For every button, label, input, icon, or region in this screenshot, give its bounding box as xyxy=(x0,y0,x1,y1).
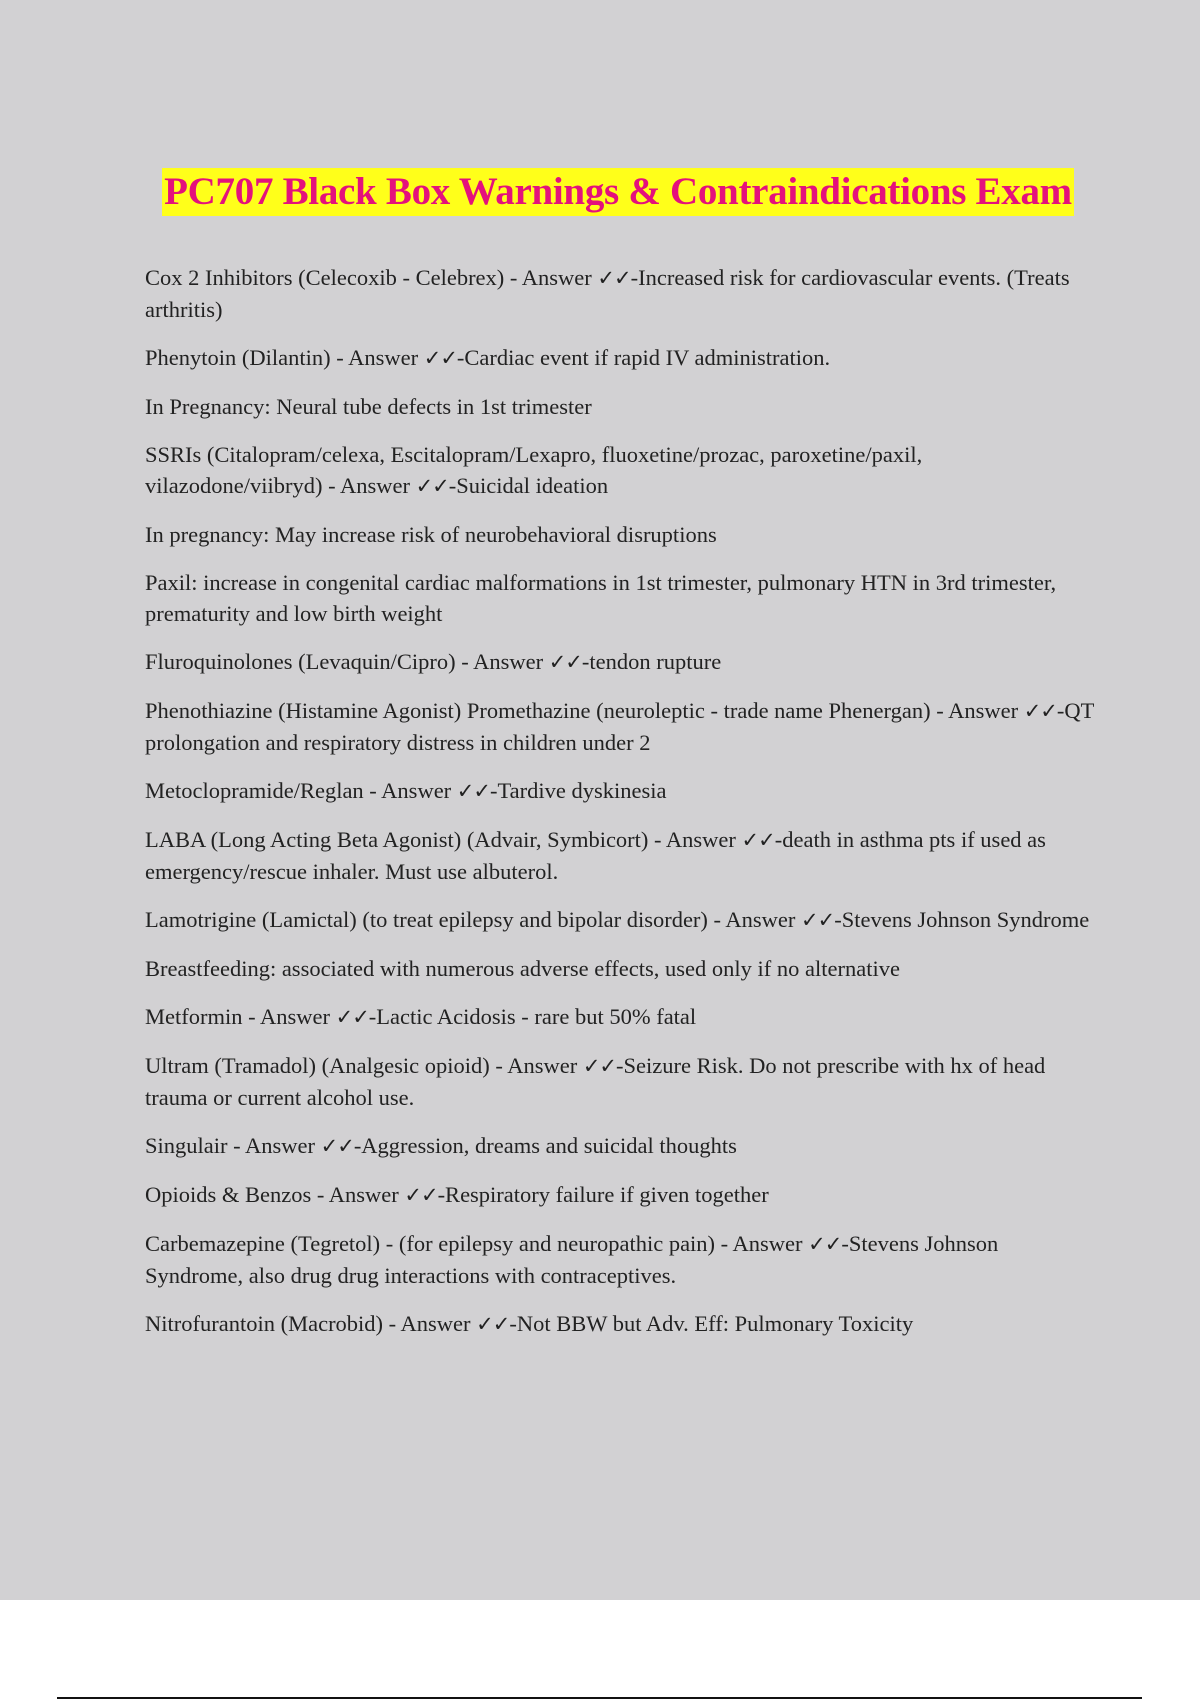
entry-list xyxy=(145,262,1095,1357)
entry-question: LABA (Long Acting Beta Agonist) (Advair, Symbicort) - Answer xyxy=(145,827,742,852)
entry-answer: -Increased risk for cardiovascular events. (Treats arthritis) xyxy=(145,265,1070,322)
entry-question: SSRIs (Citalopram/celexa, Escitalopram/Lexapro, fluoxetine/prozac, paroxetine/paxil, vilazodone/viibryd) - Answer xyxy=(145,442,923,498)
list-item xyxy=(145,439,1095,502)
list-item: Paxil: increase in congenital cardiac malformations in 1st trimester, pulmonary HTN in 3rd trimester, prematurity and low birth weight xyxy=(145,570,1057,626)
list-item xyxy=(145,695,1095,758)
entry-question: Singulair - Answer xyxy=(145,1133,321,1158)
entry-question: Cox 2 Inhibitors (Celecoxib - Celebrex) - Answer xyxy=(145,265,598,290)
entry-question: Phenothiazine (Histamine Agonist) Promethazine (neuroleptic - trade name Phenergan) - Answer xyxy=(145,698,1024,723)
list-item xyxy=(145,904,1095,936)
entry-answer: -Stevens Johnson Syndrome xyxy=(834,907,1090,932)
page-title: PC707 Black Box Warnings & Contraindications Exam xyxy=(162,168,1074,216)
entry-question: Lamotrigine (Lamictal) (to treat epilepsy and bipolar disorder) - Answer xyxy=(145,907,802,932)
double-check-icon: ✓✓ xyxy=(808,1232,842,1256)
entry-answer: -QT prolongation and respiratory distress in children under 2 xyxy=(145,698,1094,755)
entry-answer: -Not BBW but Adv. Eff: Pulmonary Toxicity xyxy=(509,1311,914,1336)
entry-question: Opioids & Benzos - Answer xyxy=(145,1182,405,1207)
double-check-icon: ✓✓ xyxy=(582,1054,617,1078)
list-item: In Pregnancy: Neural tube defects in 1st trimester xyxy=(145,394,592,419)
double-check-icon: ✓✓ xyxy=(548,650,582,674)
list-item xyxy=(145,342,1095,374)
double-check-icon: ✓✓ xyxy=(597,266,631,290)
double-check-icon: ✓✓ xyxy=(415,474,449,498)
double-check-icon: ✓✓ xyxy=(320,1134,354,1158)
list-item xyxy=(145,646,1095,678)
entry-question: Phenytoin (Dilantin) - Answer xyxy=(145,345,424,370)
list-item xyxy=(145,1228,1095,1291)
double-check-icon: ✓✓ xyxy=(404,1183,438,1207)
entry-answer: -Respiratory failure if given together xyxy=(437,1182,769,1207)
list-item xyxy=(145,1050,1095,1113)
entry-question: Metoclopramide/Reglan - Answer xyxy=(145,778,457,803)
entry-answer: -Seizure Risk. Do not prescribe with hx of head trauma or current alcohol use. xyxy=(145,1053,1046,1110)
entry-answer: -tendon rupture xyxy=(581,649,722,674)
entry-answer: -Lactic Acidosis - rare but 50% fatal xyxy=(368,1004,697,1029)
list-item xyxy=(145,1001,1095,1033)
double-check-icon: ✓✓ xyxy=(335,1005,369,1029)
double-check-icon: ✓✓ xyxy=(476,1312,510,1336)
list-item: In pregnancy: May increase risk of neurobehavioral disruptions xyxy=(145,522,717,547)
list-item xyxy=(145,262,1095,325)
entry-question: Fluroquinolones (Levaquin/Cipro) - Answer xyxy=(145,649,549,674)
list-item xyxy=(145,824,1095,887)
entry-question: Carbemazepine (Tegretol) - (for epilepsy and neuropathic pain) - Answer xyxy=(145,1231,809,1256)
entry-question: Metformin - Answer xyxy=(145,1004,336,1029)
list-item: Breastfeeding: associated with numerous adverse effects, used only if no alternative xyxy=(145,956,900,981)
title-wrapper xyxy=(0,168,1200,216)
entry-answer: -Stevens Johnson Syndrome, also drug drug interactions with contraceptives. xyxy=(145,1231,999,1288)
footer-rule xyxy=(57,1697,1142,1699)
entry-answer: -Aggression, dreams and suicidal thoughts xyxy=(353,1133,737,1158)
list-item xyxy=(145,1130,1095,1162)
entry-question: Nitrofurantoin (Macrobid) - Answer xyxy=(145,1311,477,1336)
double-check-icon: ✓✓ xyxy=(423,346,457,370)
entry-answer: -Tardive dyskinesia xyxy=(490,778,667,803)
double-check-icon: ✓✓ xyxy=(741,828,775,852)
double-check-icon: ✓✓ xyxy=(1023,699,1057,723)
list-item xyxy=(145,1308,1095,1340)
list-item xyxy=(145,1179,1095,1211)
double-check-icon: ✓✓ xyxy=(801,908,835,932)
list-item xyxy=(145,775,1095,807)
entry-question: Ultram (Tramadol) (Analgesic opioid) - Answer xyxy=(145,1053,583,1078)
double-check-icon: ✓✓ xyxy=(456,779,490,803)
entry-answer: -Suicidal ideation xyxy=(448,473,609,498)
entry-answer: -death in asthma pts if used as emergency/rescue inhaler. Must use albuterol. xyxy=(145,827,1046,884)
entry-answer: -Cardiac event if rapid IV administration. xyxy=(456,345,831,370)
